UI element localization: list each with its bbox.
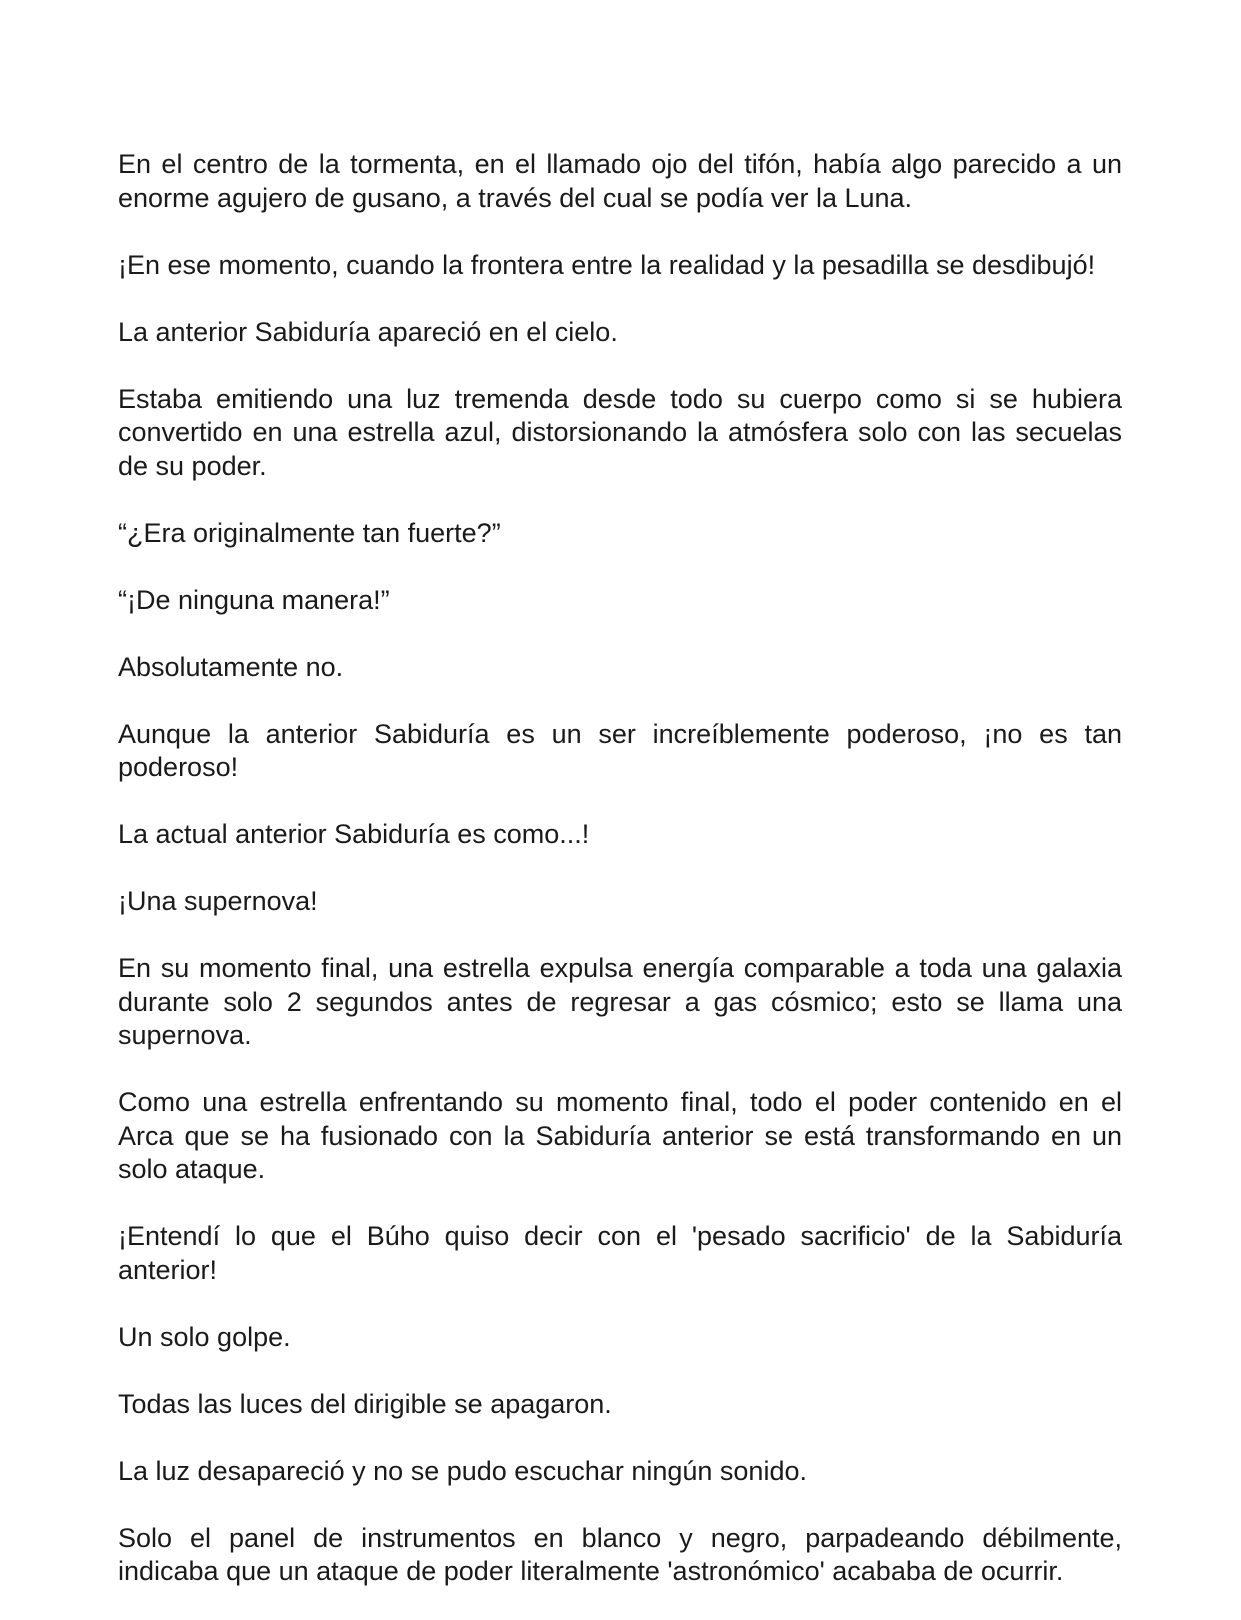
- paragraph: “¡De ninguna manera!”: [118, 584, 390, 615]
- paragraph: “¿Era originalmente tan fuerte?”: [118, 517, 501, 548]
- paragraph: ¡Una supernova!: [118, 886, 318, 916]
- paragraph: En su momento final, una estrella expulsa energía comparable a toda una galaxia durante solo 2 segundos antes de regresar a gas cósmico; esto se llama una supernova.: [118, 953, 1122, 1050]
- paragraph: ¡Entendí lo que el Búho quiso decir con el 'pesado sacrificio' de la Sabiduría anterior!: [118, 1221, 1122, 1285]
- paragraph: La luz desapareció y no se pudo escuchar ningún sonido.: [118, 1455, 807, 1486]
- paragraph: ¡En ese momento, cuando la frontera entre la realidad y la pesadilla se desdibujó!: [118, 249, 1096, 280]
- paragraph: Aunque la anterior Sabiduría es un ser increíblemente poderoso, ¡no es tan poderoso!: [118, 718, 1122, 782]
- paragraph: Estaba emitiendo una luz tremenda desde todo su cuerpo como si se hubiera convertido en una estrella azul, distorsionando la atmósfera solo con las secuelas de su poder.: [118, 383, 1122, 481]
- paragraph: Todas las luces del dirigible se apagaron.: [118, 1388, 612, 1419]
- paragraph: Solo el panel de instrumentos en blanco y negro, parpadeando débilmente, indicaba que un ataque de poder literalmente 'astronómico' acababa de ocurrir.: [118, 1522, 1122, 1586]
- paragraph: La anterior Sabiduría apareció en el cielo.: [118, 316, 618, 347]
- paragraph: En el centro de la tormenta, en el llamado ojo del tifón, había algo parecido a un enorme agujero de gusano, a través del cual se podía ver la Luna.: [118, 149, 1122, 213]
- paragraph: La actual anterior Sabiduría es como...!: [118, 819, 590, 849]
- paragraph: Un solo golpe.: [118, 1321, 291, 1352]
- document-body: [118, 148, 1122, 1620]
- paragraph: Absolutamente no.: [118, 651, 344, 682]
- paragraph: Como una estrella enfrentando su momento final, todo el poder contenido en el Arca que se ha fusionado con la Sabiduría anterior se está transformando en un solo ataque.: [118, 1087, 1122, 1184]
